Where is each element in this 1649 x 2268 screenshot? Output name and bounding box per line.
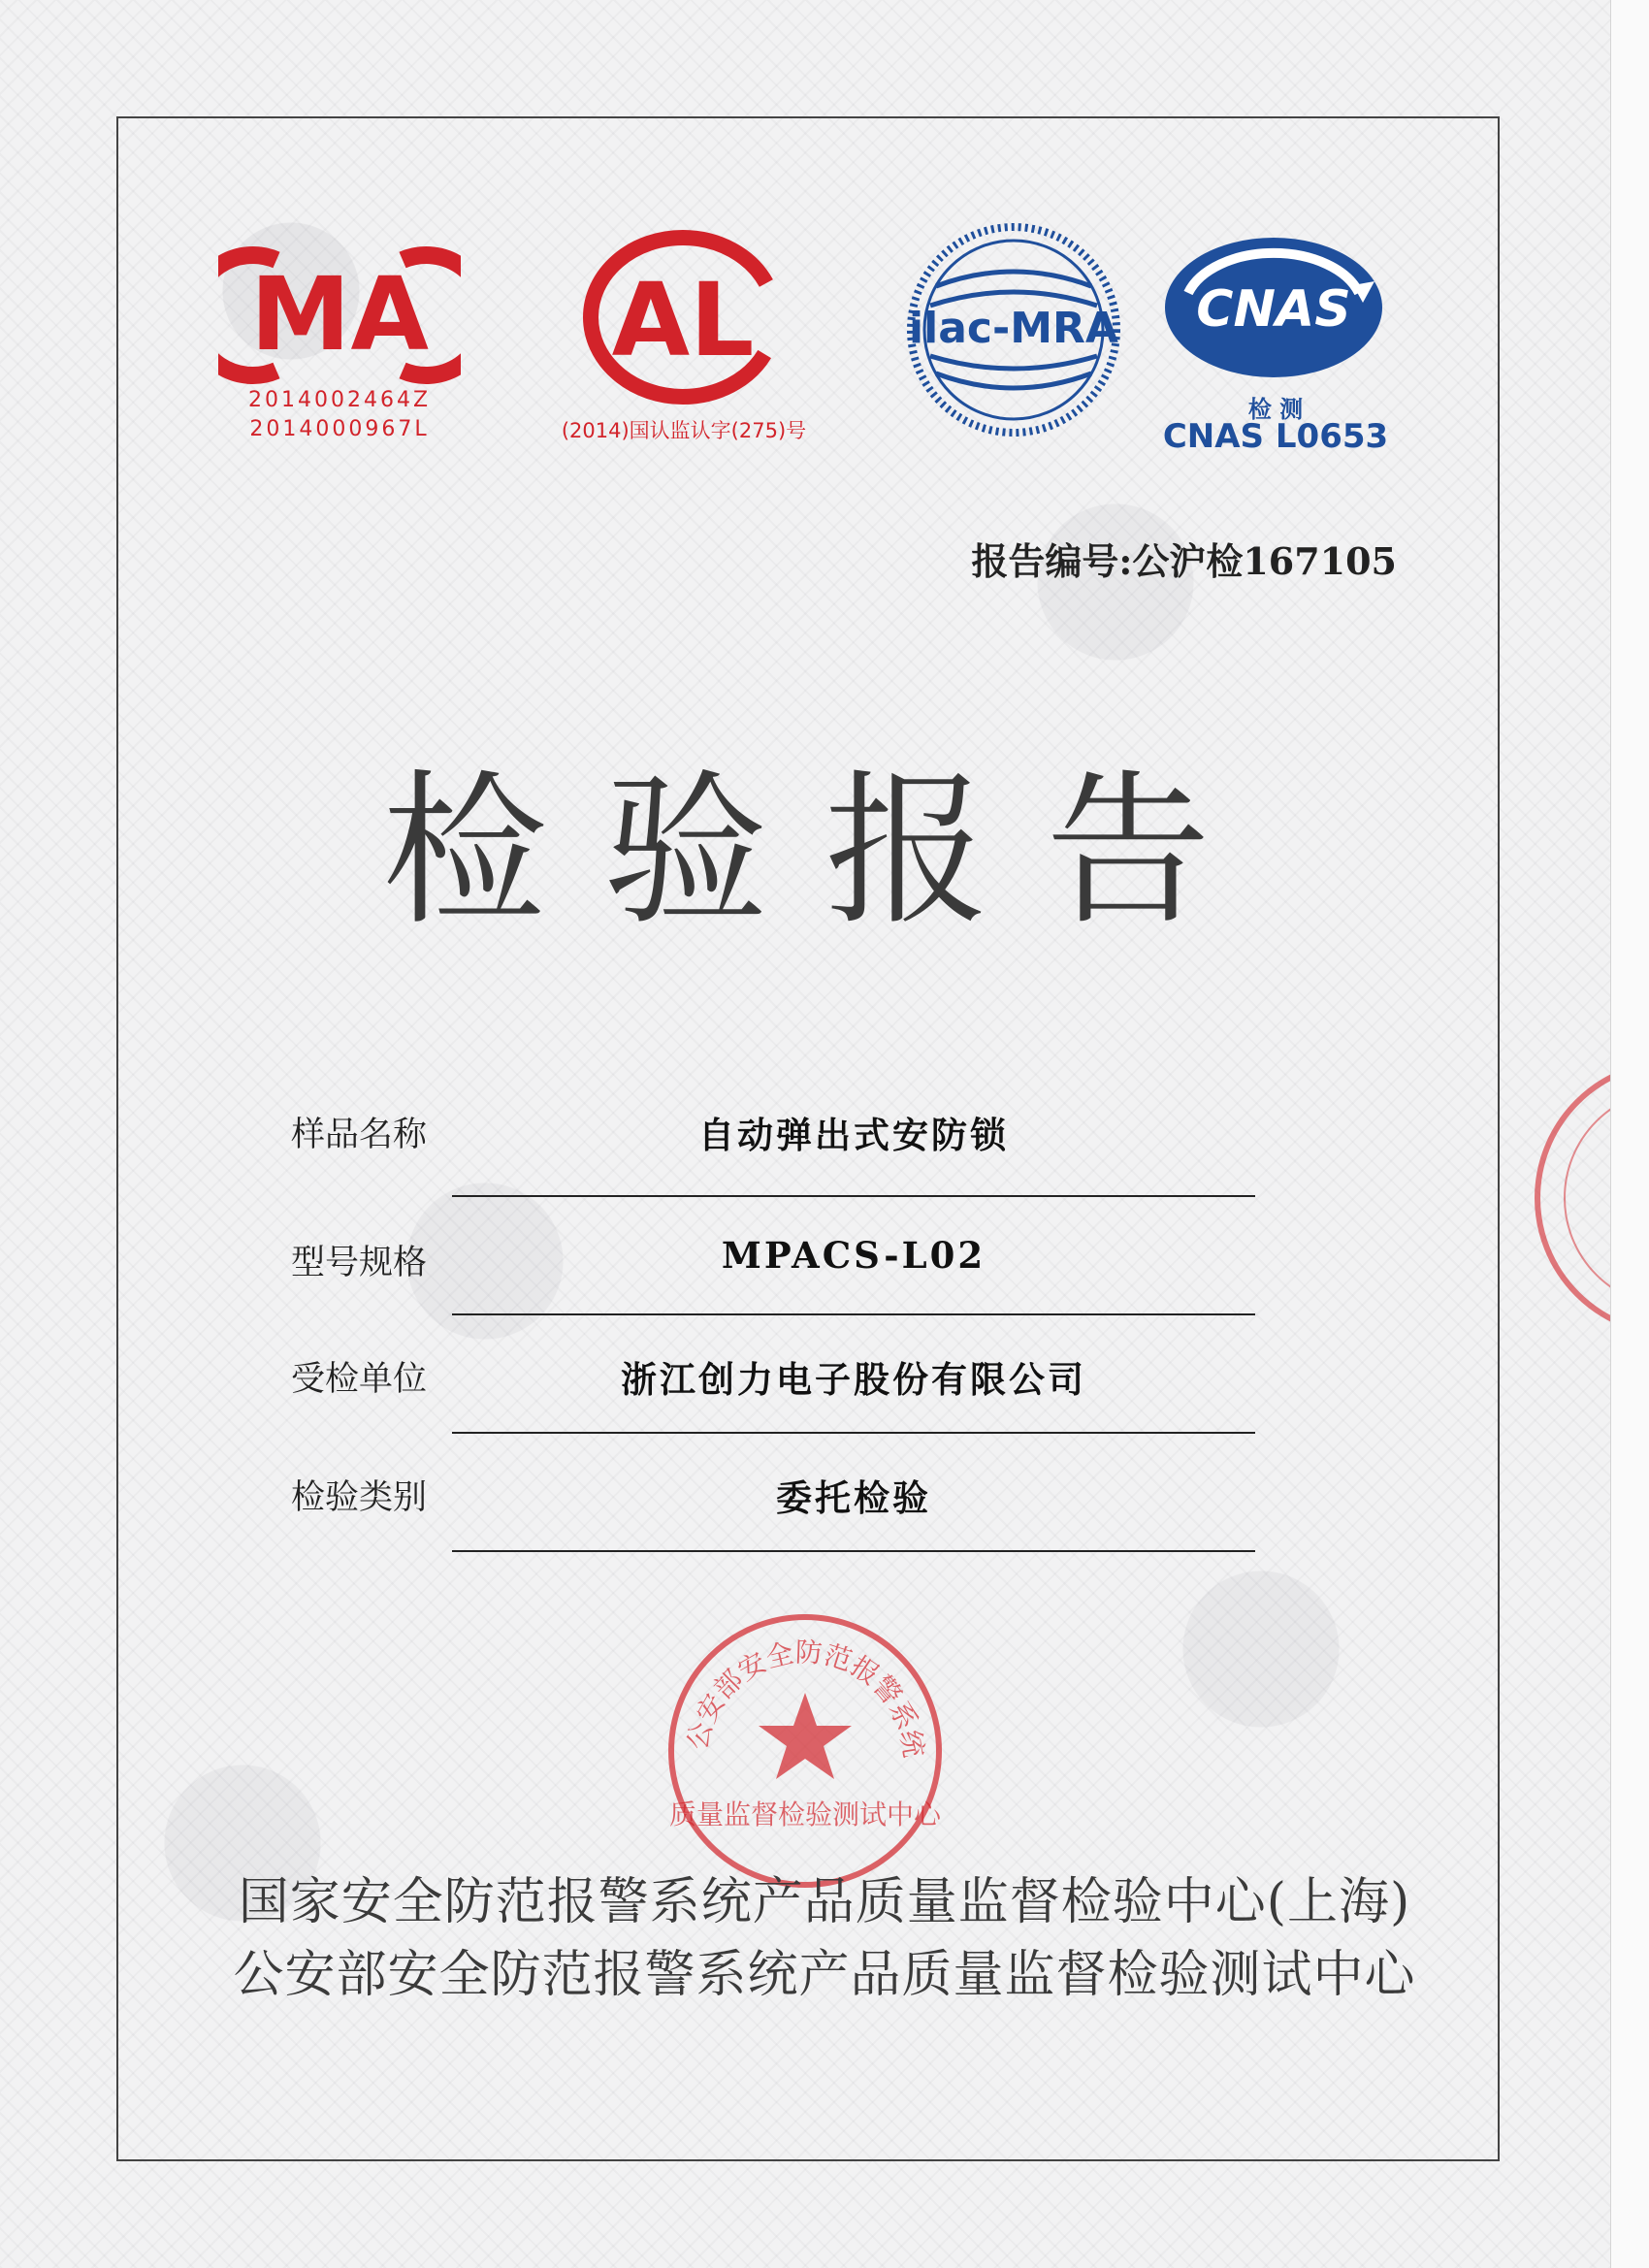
ilac-emblem	[897, 218, 1130, 441]
field-underline	[452, 1432, 1255, 1434]
cma-logo	[218, 243, 461, 388]
cma-number-2: 2014000967L	[249, 417, 430, 441]
official-seal	[660, 1605, 951, 1900]
cal-caption: (2014)国认监认字(275)号	[561, 419, 807, 442]
cnas-subtext: 检 测	[1247, 396, 1304, 423]
field-underline	[452, 1550, 1255, 1552]
partial-seal-edge	[1528, 1053, 1610, 1347]
field-underline	[452, 1313, 1255, 1315]
page-title: 检验报告	[381, 756, 1267, 948]
field-label-inspection-type: 检验类别	[291, 1478, 428, 1517]
cnas-logo	[1159, 225, 1392, 400]
cal-emblem	[580, 225, 786, 409]
field-value-inspection-type: 委托检验	[776, 1476, 931, 1519]
organization-name-1: 国家安全防范报警系统产品质量监督检验中心(上海)	[238, 1873, 1411, 1931]
field-value-inspected-unit: 浙江创力电子股份有限公司	[621, 1358, 1086, 1401]
cma-logo-text: MA	[250, 255, 429, 373]
seal-emblem	[660, 1605, 951, 1896]
cnas-logo-text: CNAS	[1196, 280, 1351, 339]
seal-inner-text: 质量监督检验测试中心	[668, 1798, 942, 1831]
field-underline	[452, 1195, 1255, 1197]
cma-emblem	[218, 243, 461, 388]
cma-number-1: 2014002464Z	[247, 388, 432, 412]
field-value-model: MPACS-L02	[721, 1234, 986, 1277]
partial-seal-emblem	[1528, 1053, 1610, 1344]
field-value-sample-name: 自动弹出式安防锁	[698, 1114, 1009, 1156]
cal-logo	[580, 225, 786, 409]
organization-name-2: 公安部安全防范报警系统产品质量监督检验测试中心	[233, 1946, 1416, 2004]
field-label-inspected-unit: 受检单位	[291, 1360, 428, 1399]
report-number: 报告编号:公沪检167105	[971, 539, 1397, 583]
cal-logo-text: AL	[611, 261, 755, 379]
ilac-mra-logo	[897, 218, 1130, 441]
seal-ring-text: 公安部安全防范报警系统	[681, 1636, 930, 1760]
field-label-sample-name: 样品名称	[291, 1116, 428, 1154]
cnas-code: CNAS L0653	[1162, 417, 1389, 456]
field-label-model: 型号规格	[291, 1244, 428, 1282]
ilac-logo-text: ilac-MRA	[909, 304, 1118, 353]
cma-numbers	[218, 386, 461, 444]
cnas-emblem	[1159, 225, 1392, 400]
